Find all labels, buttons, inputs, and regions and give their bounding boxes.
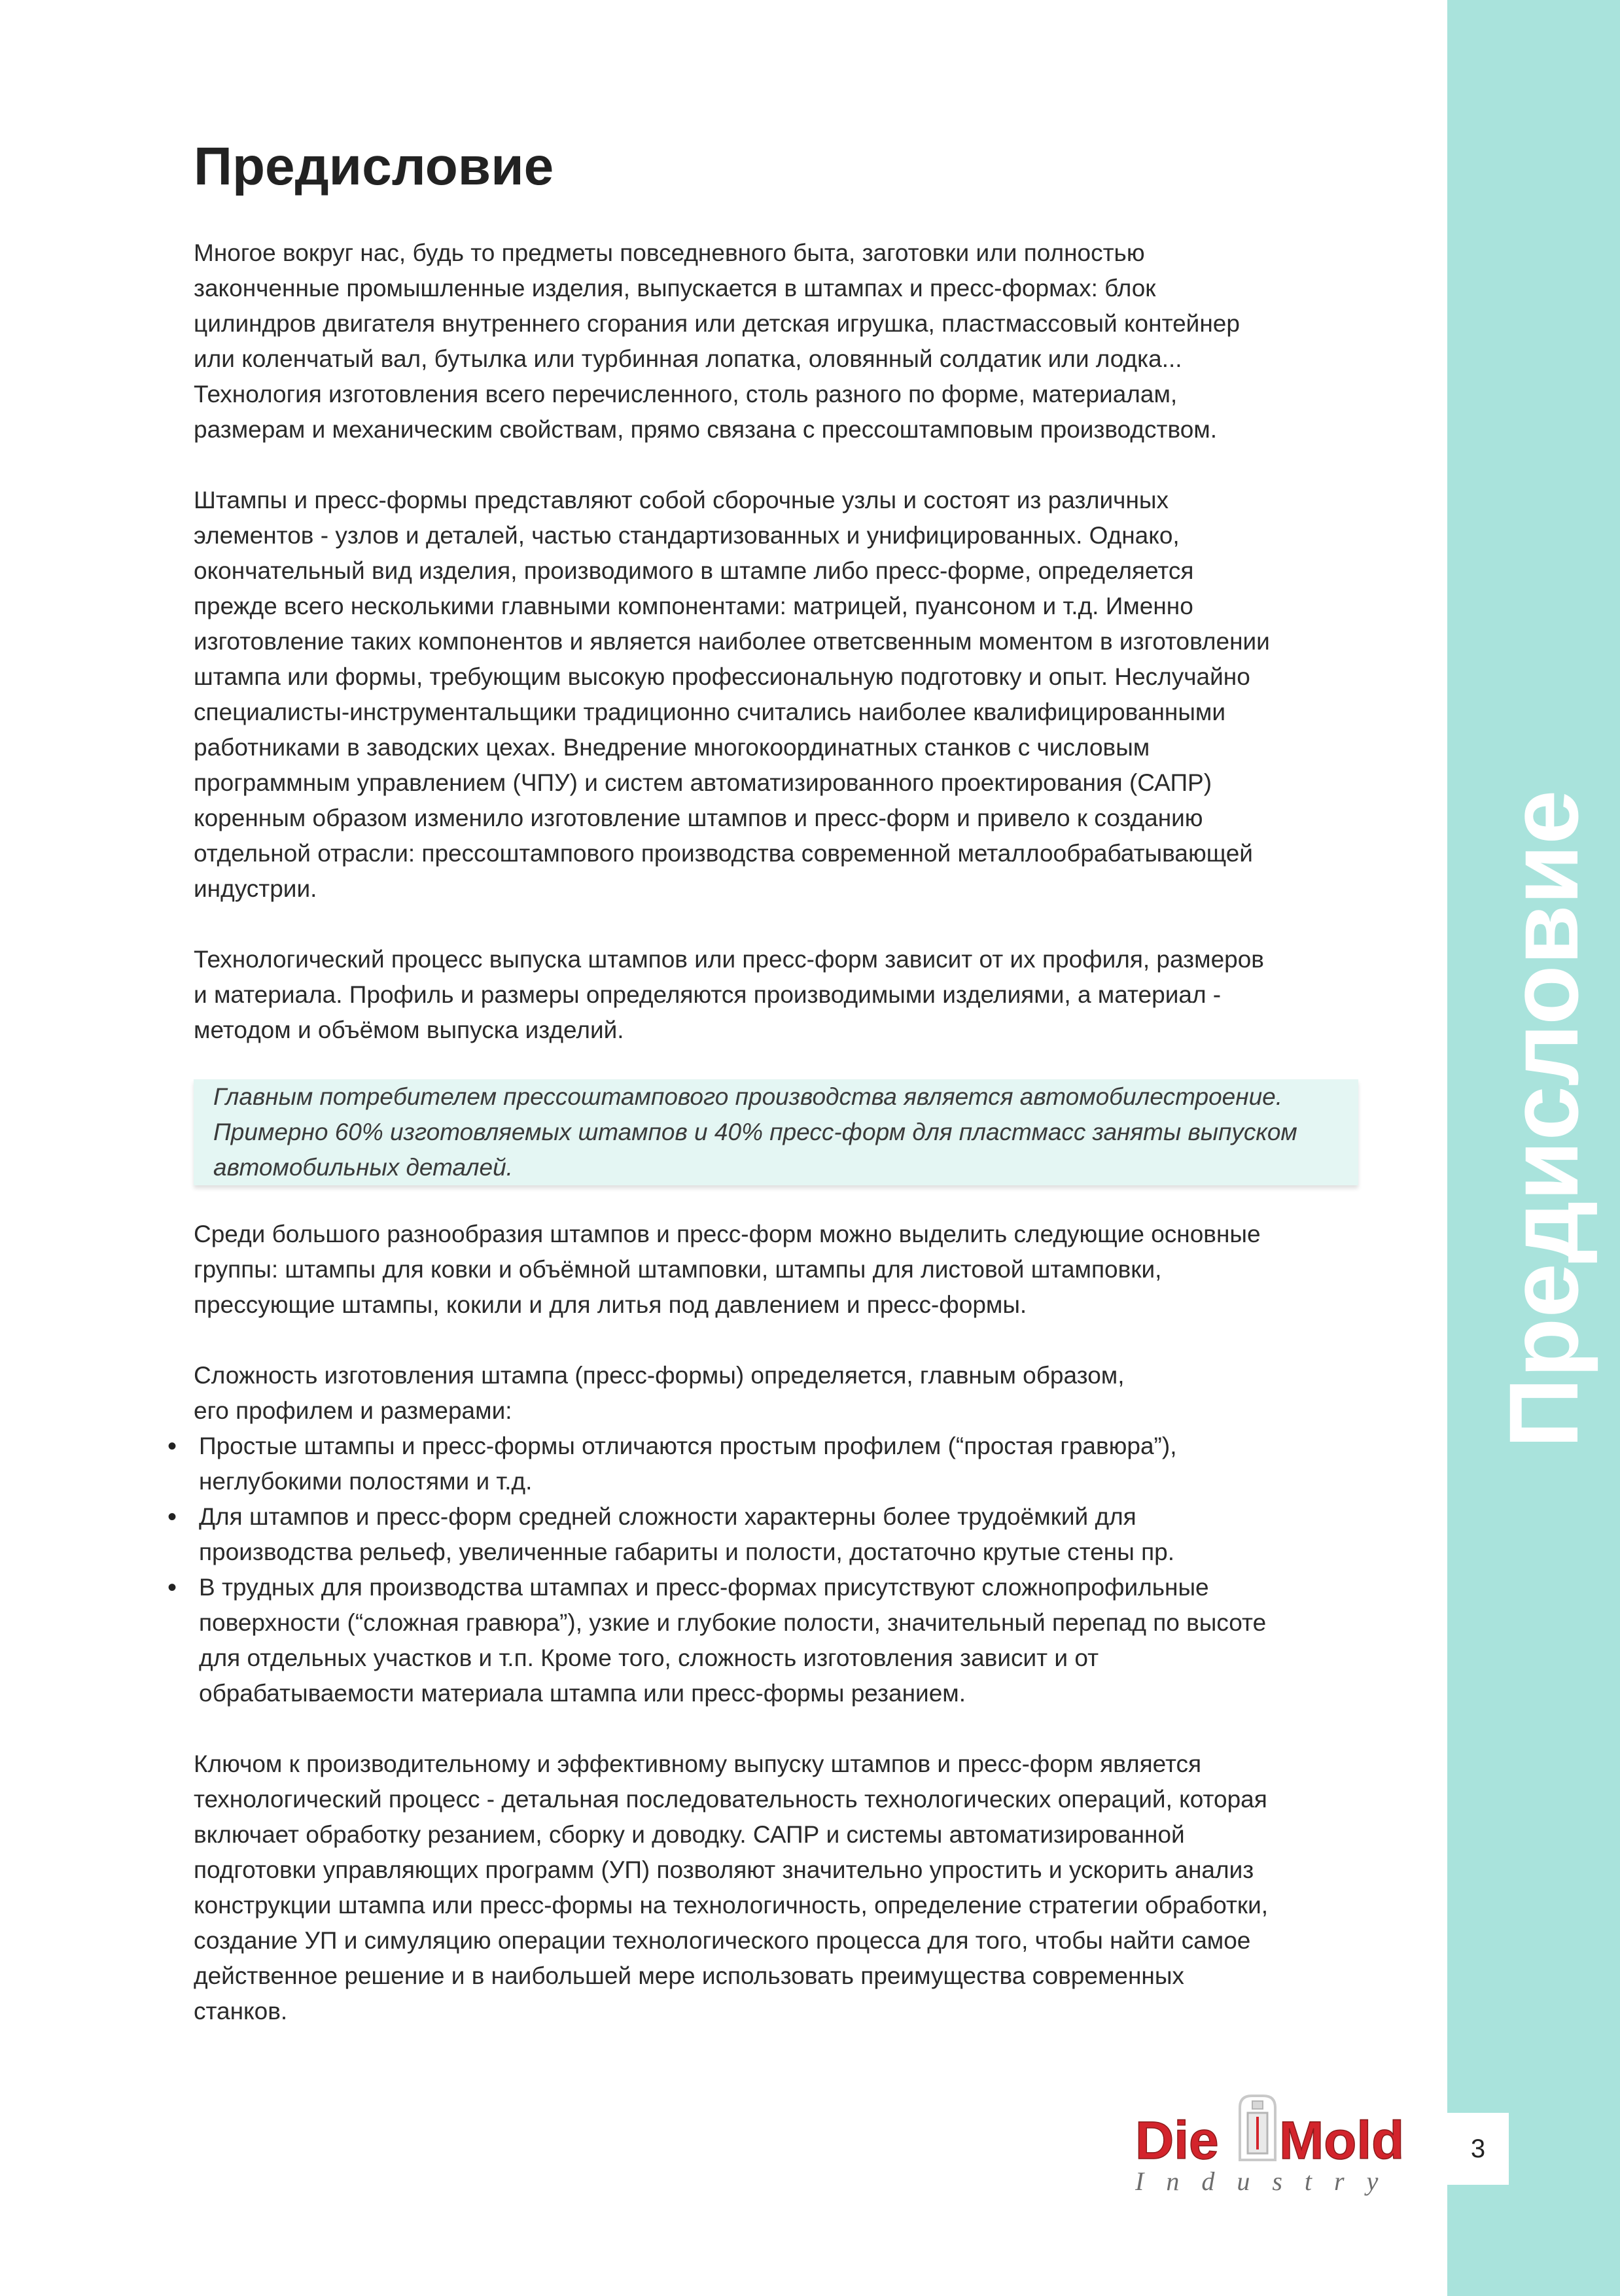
text-line: поверхности (“сложная гравюра”), узкие и глубокие полости, значительный перепад по высоте	[199, 1609, 1267, 1637]
list-item	[194, 1429, 1358, 1499]
text-line: включает обработку резанием, сборку и доводку. САПР и системы автоматизированной	[194, 1821, 1185, 1849]
text-line: специалисты-инструментальщики традиционно считались наиболее квалифицированными	[194, 699, 1226, 726]
text-line: цилиндров двигателя внутреннего сгорания или детская игрушка, пластмассовый контейнер	[194, 310, 1240, 338]
text-line: создание УП и симуляцию операции технологического процесса для того, чтобы найти самое	[194, 1927, 1251, 1955]
page-content	[194, 137, 1358, 2029]
paragraph-groups	[194, 1217, 1358, 1323]
text-line: Для штампов и пресс-форм средней сложности характерны более трудоёмкий для	[199, 1503, 1136, 1531]
page-title: Предисловие	[194, 137, 554, 196]
paragraph-process	[194, 942, 1358, 1048]
text-line: неглубокими полостями и т.д.	[199, 1468, 533, 1495]
mold-frame-icon	[1240, 2096, 1275, 2160]
text-line: Примерно 60% изготовляемых штампов и 40% пресс-форм для пластмасс заняты выпуском	[213, 1119, 1297, 1146]
text-line: Сложность изготовления штампа (пресс-формы) определяется, главным образом,	[194, 1362, 1125, 1389]
logo-word-die: Die	[1135, 2111, 1219, 2170]
text-line: производства рельеф, увеличенные габариты и полости, достаточно крутые стены пр.	[199, 1539, 1174, 1566]
paragraph-complexity	[194, 1358, 1358, 1429]
text-line: автомобильных деталей.	[213, 1154, 513, 1181]
page-number-box	[1447, 2113, 1509, 2185]
text-line: работниками в заводских цехах. Внедрение многокоординатных станков с числовым	[194, 734, 1150, 761]
text-line: конструкции штампа или пресс-формы на технологичность, определение стратегии обработки,	[194, 1892, 1269, 1919]
text-line: окончательный вид изделия, производимого в штампе либо пресс-форме, определяется	[194, 557, 1194, 585]
text-line: В трудных для производства штампах и пресс-формах присутствуют сложнопрофильные	[199, 1574, 1209, 1601]
diemold-logo	[1135, 2081, 1436, 2206]
text-line: его профилем и размерами:	[194, 1397, 512, 1425]
logo-word-mold: Mold	[1279, 2111, 1405, 2170]
text-line: отдельной отрасли: прессоштампового производства современной металлообрабатывающей	[194, 840, 1253, 867]
text-line: прессующие штампы, кокили и для литья под давлением и пресс-формы.	[194, 1291, 1027, 1319]
text-line: группы: штампы для ковки и объёмной штамповки, штампы для листовой штамповки,	[194, 1256, 1162, 1283]
page-number: 3	[1470, 2134, 1486, 2163]
text-line: станков.	[194, 1998, 288, 2025]
callout-box	[194, 1079, 1358, 1185]
text-line: Технологический процесс выпуска штампов или пресс-форм зависит от их профиля, размеров	[194, 946, 1264, 973]
text-line: технологический процесс - детальная последовательность технологических операций, которая	[194, 1786, 1267, 1813]
text-line: или коленчатый вал, бутылка или турбинная лопатка, оловянный солдатик или лодка...	[194, 345, 1182, 373]
text-line: Технология изготовления всего перечисленного, столь разного по форме, материалам,	[194, 381, 1178, 408]
text-line: обрабатываемости материала штампа или пресс-формы резанием.	[199, 1680, 966, 1707]
text-line: элементов - узлов и деталей, частью стандартизованных и унифицированных. Однако,	[194, 522, 1180, 549]
text-line: штампа или формы, требующим высокую профессиональную подготовку и опыт. Неслучайно	[194, 663, 1250, 691]
text-line: законченные промышленные изделия, выпускается в штампах и пресс-формах: блок	[194, 275, 1156, 302]
text-line: и материала. Профиль и размеры определяются производимыми изделиями, а материал -	[194, 981, 1222, 1009]
text-line: индустрии.	[194, 875, 317, 903]
text-line: размерам и механическим свойствам, прямо связана с прессоштамповым производством.	[194, 416, 1217, 444]
paragraph-conclusion	[194, 1747, 1358, 2029]
text-line: действенное решение и в наибольшей мере использовать преимущества современных	[194, 1962, 1184, 1990]
text-line: Среди большого разнообразия штампов и пресс-форм можно выделить следующие основные	[194, 1221, 1261, 1248]
text-line: коренным образом изменило изготовление штампов и пресс-форм и привело к созданию	[194, 805, 1203, 832]
logo-graphic	[1135, 2081, 1436, 2206]
text-line: изготовление таких компонентов и является наиболее ответсвенным моментом в изготовлении	[194, 628, 1270, 655]
text-line: прежде всего несколькими главными компонентами: матрицей, пуансоном и т.д. Именно	[194, 593, 1193, 620]
callout-text	[213, 1079, 1339, 1185]
text-line: Главным потребителем прессоштампового производства является автомобилестроение.	[213, 1083, 1283, 1111]
text-line: подготовки управляющих программ (УП) позволяют значительно упростить и ускорить анализ	[194, 1856, 1254, 1884]
side-title: Предисловие	[1488, 790, 1598, 1448]
complexity-list	[194, 1429, 1358, 1711]
text-line: методом и объёмом выпуска изделий.	[194, 1017, 624, 1044]
logo-tagline: Industry	[1135, 2166, 1401, 2196]
paragraph-components	[194, 483, 1358, 907]
list-item	[194, 1499, 1358, 1570]
text-line: для отдельных участков и т.п. Кроме того, сложность изготовления зависит и от	[199, 1644, 1099, 1672]
text-line: Простые штампы и пресс-формы отличаются простым профилем (“простая гравюра”),	[199, 1433, 1177, 1460]
paragraph-intro	[194, 235, 1358, 447]
text-line: программным управлением (ЧПУ) и систем автоматизированного проектирования (САПР)	[194, 769, 1212, 797]
text-line: Многое вокруг нас, будь то предметы повседневного быта, заготовки или полностью	[194, 239, 1145, 267]
text-line: Штампы и пресс-формы представляют собой сборочные узлы и состоят из различных	[194, 487, 1169, 514]
list-item	[194, 1570, 1358, 1711]
text-line: Ключом к производительному и эффективному выпуску штампов и пресс-форм является	[194, 1750, 1202, 1778]
